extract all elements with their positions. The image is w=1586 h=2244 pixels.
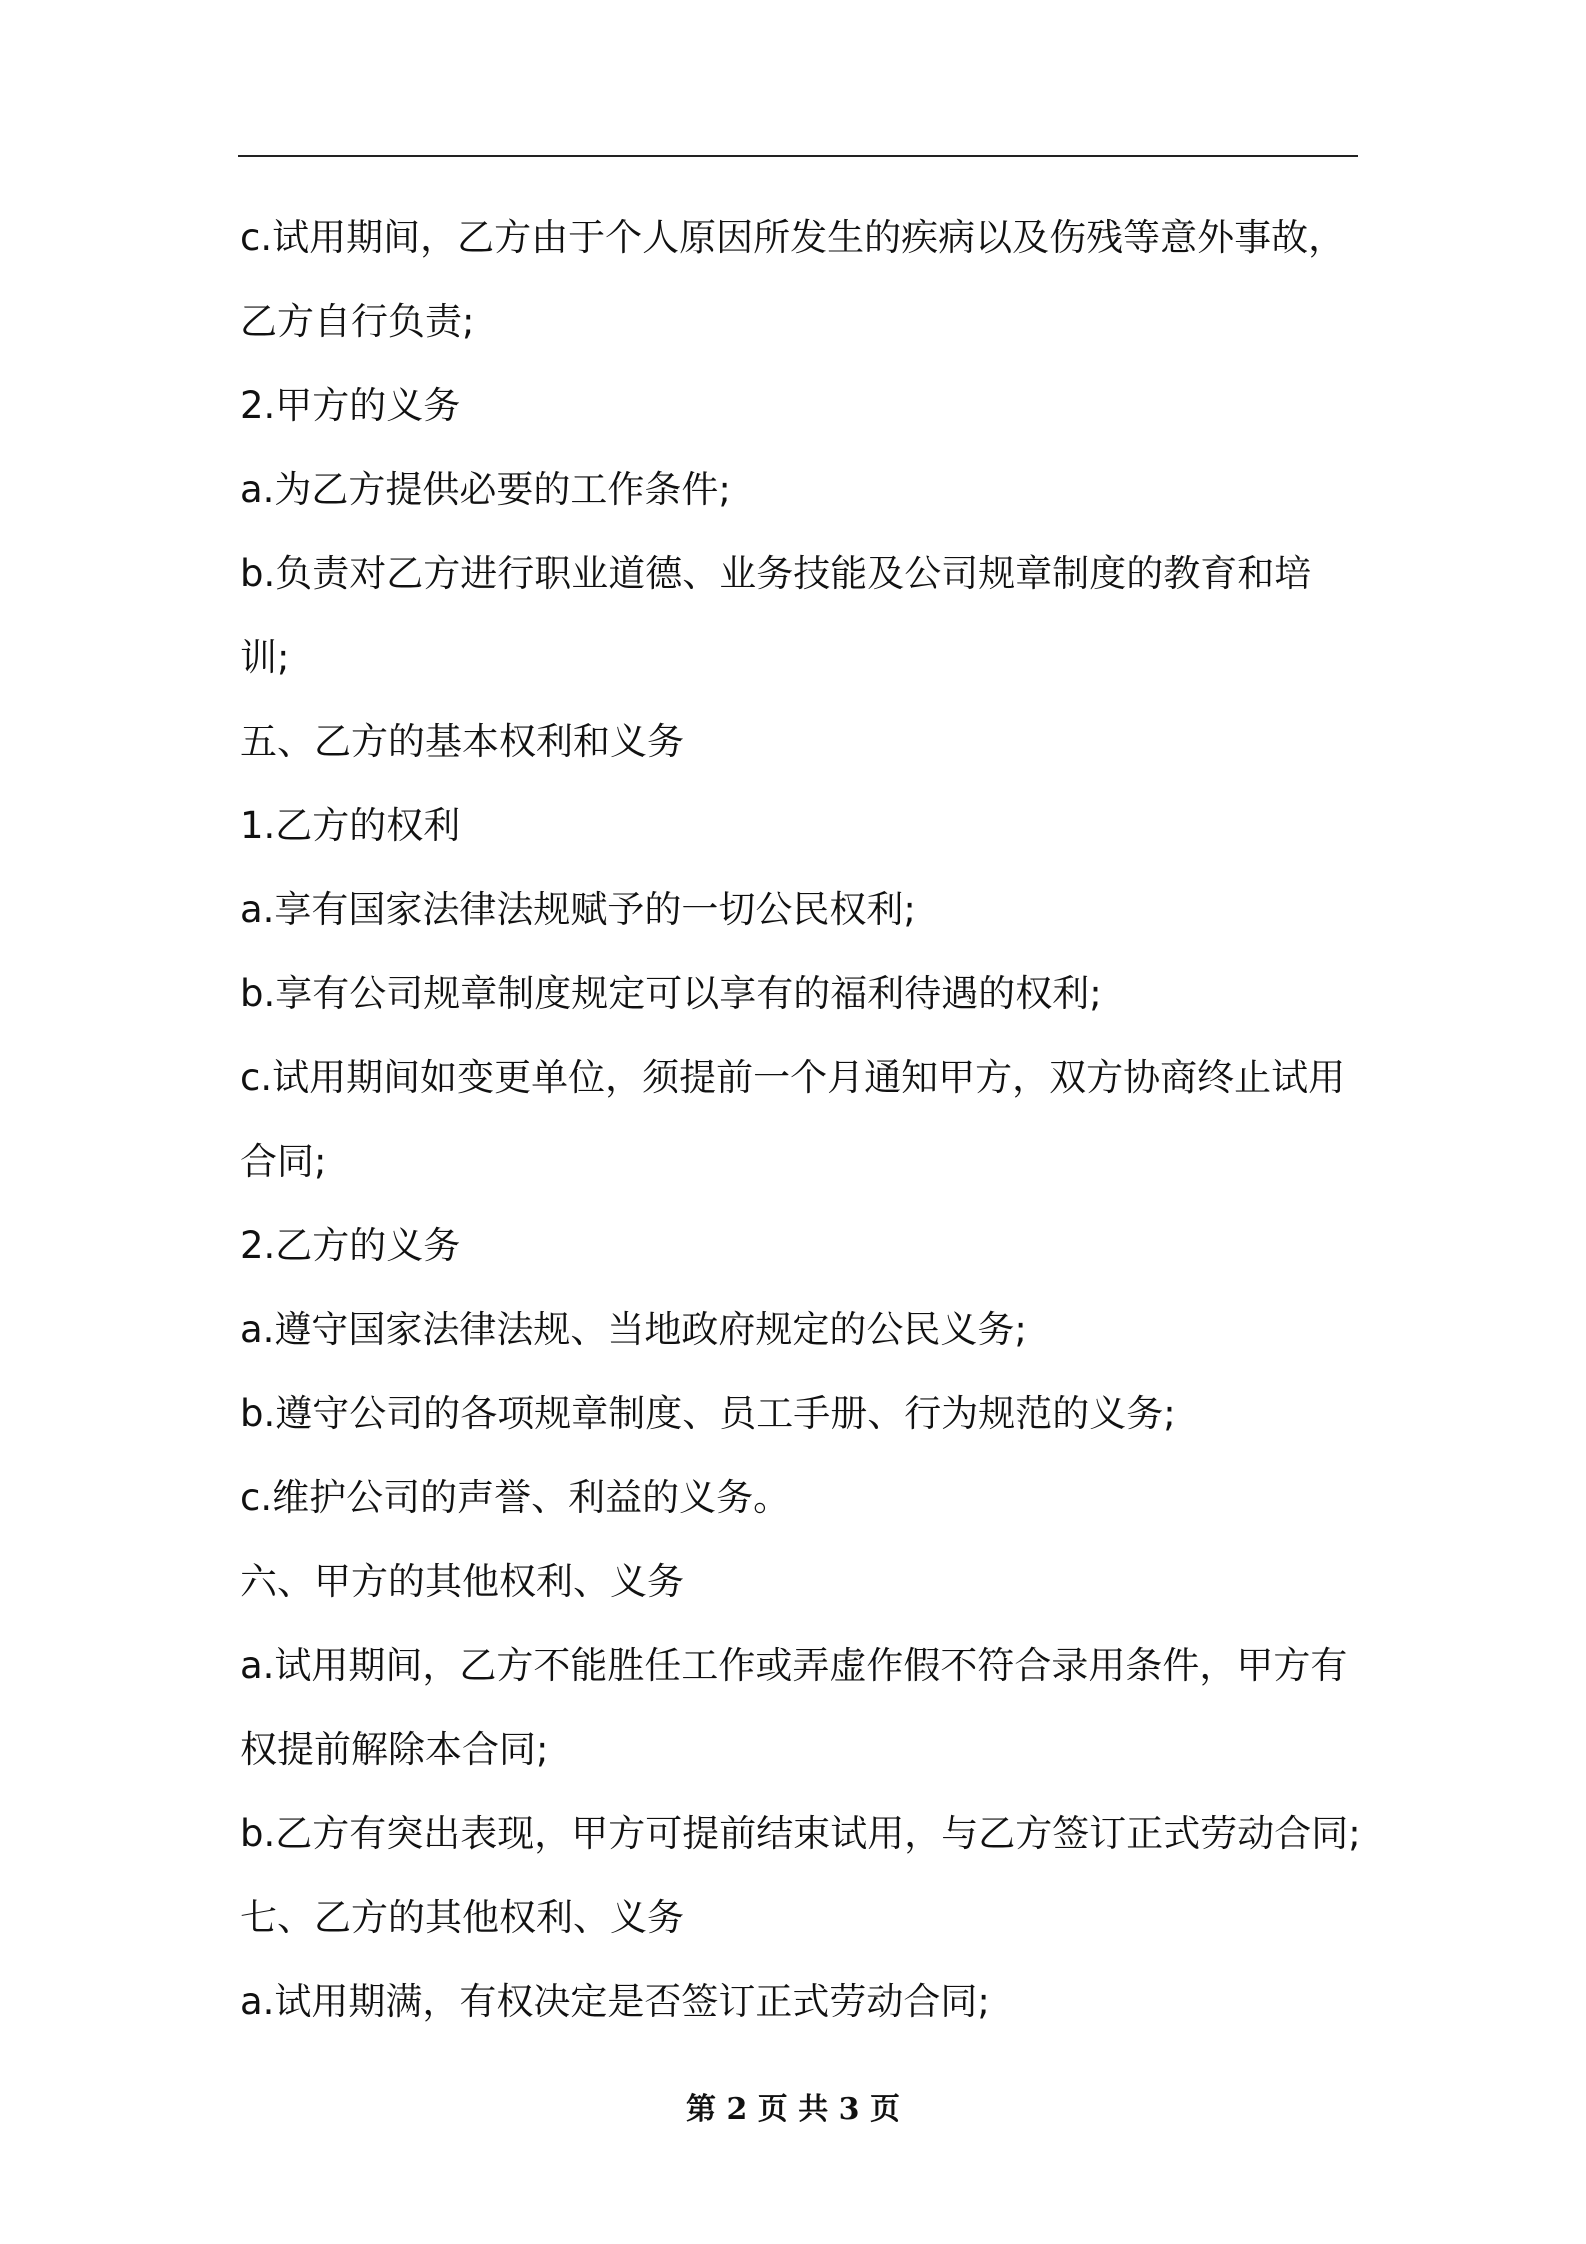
header-rule: [238, 155, 1358, 157]
text-line: 乙方自行负责;: [240, 300, 475, 343]
section-subheading: 1.乙方的权利: [240, 804, 461, 847]
text-line: c.试用期间，乙方由于个人原因所发生的疾病以及伤残等意外事故，: [240, 216, 1346, 259]
text-line: a.试用期满，有权决定是否签订正式劳动合同;: [240, 1980, 990, 2023]
text-line: 合同;: [240, 1140, 327, 1183]
page-number: 第 2 页 共 3 页: [686, 2092, 900, 2127]
text-line: a.试用期间，乙方不能胜任工作或弄虚作假不符合录用条件，甲方有: [240, 1644, 1348, 1687]
section-heading: 五、乙方的基本权利和义务: [240, 720, 684, 763]
text-line: b.负责对乙方进行职业道德、业务技能及公司规章制度的教育和培: [240, 552, 1312, 595]
text-line: 训;: [240, 636, 290, 679]
text-line: 权提前解除本合同;: [240, 1728, 549, 1771]
text-line: c.试用期间如变更单位，须提前一个月通知甲方，双方协商终止试用: [240, 1056, 1346, 1099]
document-body: [240, 196, 1365, 2044]
text-line: a.享有国家法律法规赋予的一切公民权利;: [240, 888, 916, 931]
section-heading: 七、乙方的其他权利、义务: [240, 1896, 684, 1939]
page-footer: [0, 2090, 1586, 2130]
section-heading: 六、甲方的其他权利、义务: [240, 1560, 684, 1603]
text-line: b.遵守公司的各项规章制度、员工手册、行为规范的义务;: [240, 1392, 1176, 1435]
text-line: b.乙方有突出表现，甲方可提前结束试用，与乙方签订正式劳动合同;: [240, 1812, 1361, 1855]
text-line: a.为乙方提供必要的工作条件;: [240, 468, 731, 511]
text-line: a.遵守国家法律法规、当地政府规定的公民义务;: [240, 1308, 1027, 1351]
text-line: c.维护公司的声誉、利益的义务。: [240, 1476, 791, 1519]
section-subheading: 2.乙方的义务: [240, 1224, 461, 1267]
text-line: b.享有公司规章制度规定可以享有的福利待遇的权利;: [240, 972, 1102, 1015]
section-subheading: 2.甲方的义务: [240, 384, 461, 427]
